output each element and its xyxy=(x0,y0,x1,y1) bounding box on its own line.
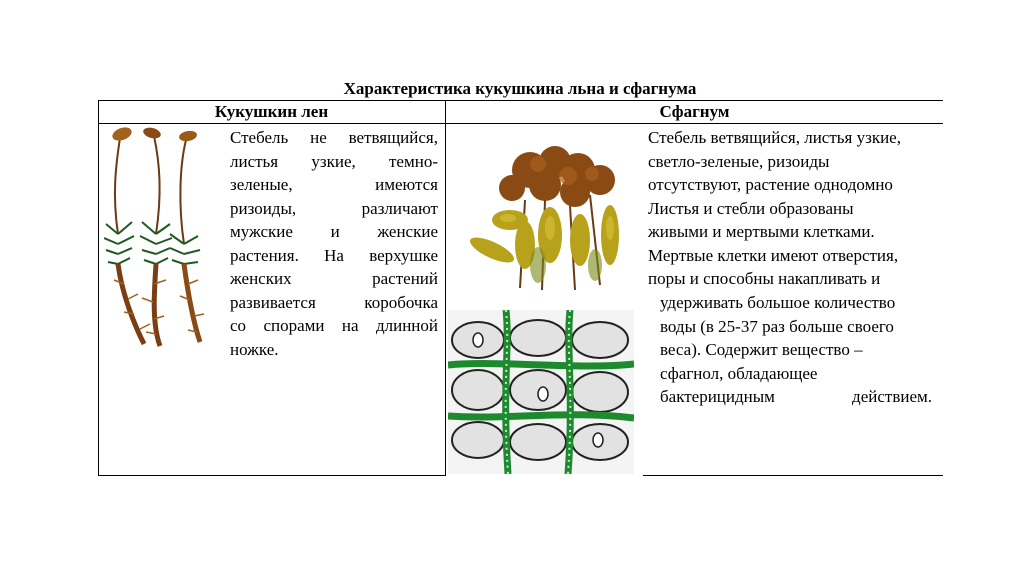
left-line: ножке. xyxy=(230,339,279,359)
right-line: Стебель ветвящийся, листья узкие, xyxy=(648,128,901,147)
left-line: Стебель не ветвящийся, xyxy=(230,128,438,147)
left-line: развивается коробочка xyxy=(230,292,438,312)
left-line: женских растений xyxy=(230,269,438,288)
sphagnum-plant-image xyxy=(450,140,636,295)
right-line: удерживать большое количество xyxy=(660,293,896,312)
table-left-border xyxy=(98,100,99,476)
right-line: живыми и мертвыми клетками. xyxy=(648,222,875,241)
sphagnum-cells-image xyxy=(448,310,634,474)
right-line: поры и способны накапливать и xyxy=(648,269,881,288)
right-line: сфагнол, обладающее xyxy=(660,363,818,383)
cuckoo-flax-image xyxy=(104,124,216,352)
right-line: воды (в 25-37 раз больше своего xyxy=(660,316,894,336)
cuckoo-flax-description xyxy=(230,126,438,361)
right-line: Листья и стебли образованы xyxy=(648,198,854,218)
header-sphagnum: Сфагнум xyxy=(659,102,730,121)
left-line: со спорами на длинной xyxy=(230,316,438,335)
right-line: светло-зеленые, ризоиды xyxy=(648,151,830,171)
left-line: мужские и женские xyxy=(230,222,438,241)
left-line: ризоиды, различают xyxy=(230,198,438,218)
table-bottom-border-right xyxy=(643,475,943,476)
column-divider xyxy=(445,100,446,476)
right-line: бактерицидным действием. xyxy=(660,387,932,406)
sphagnum-description-top xyxy=(648,126,948,291)
sphagnum-description-bottom xyxy=(660,291,932,409)
right-line: веса). Содержит вещество – xyxy=(660,340,863,359)
left-line: листья узкие, темно- xyxy=(230,151,438,171)
left-line: растения. На верхушке xyxy=(230,245,438,265)
right-line: Мертвые клетки имеют отверстия, xyxy=(648,245,899,265)
right-line: отсутствуют, растение однодомно xyxy=(648,175,893,194)
header-bottom-border xyxy=(98,123,943,124)
left-line: зеленые, имеются xyxy=(230,175,438,194)
table-title: Характеристика кукушкина льна и сфагнума xyxy=(343,79,697,98)
table-bottom-border-left xyxy=(98,475,446,476)
header-cuckoo-flax: Кукушкин лен xyxy=(214,102,329,121)
